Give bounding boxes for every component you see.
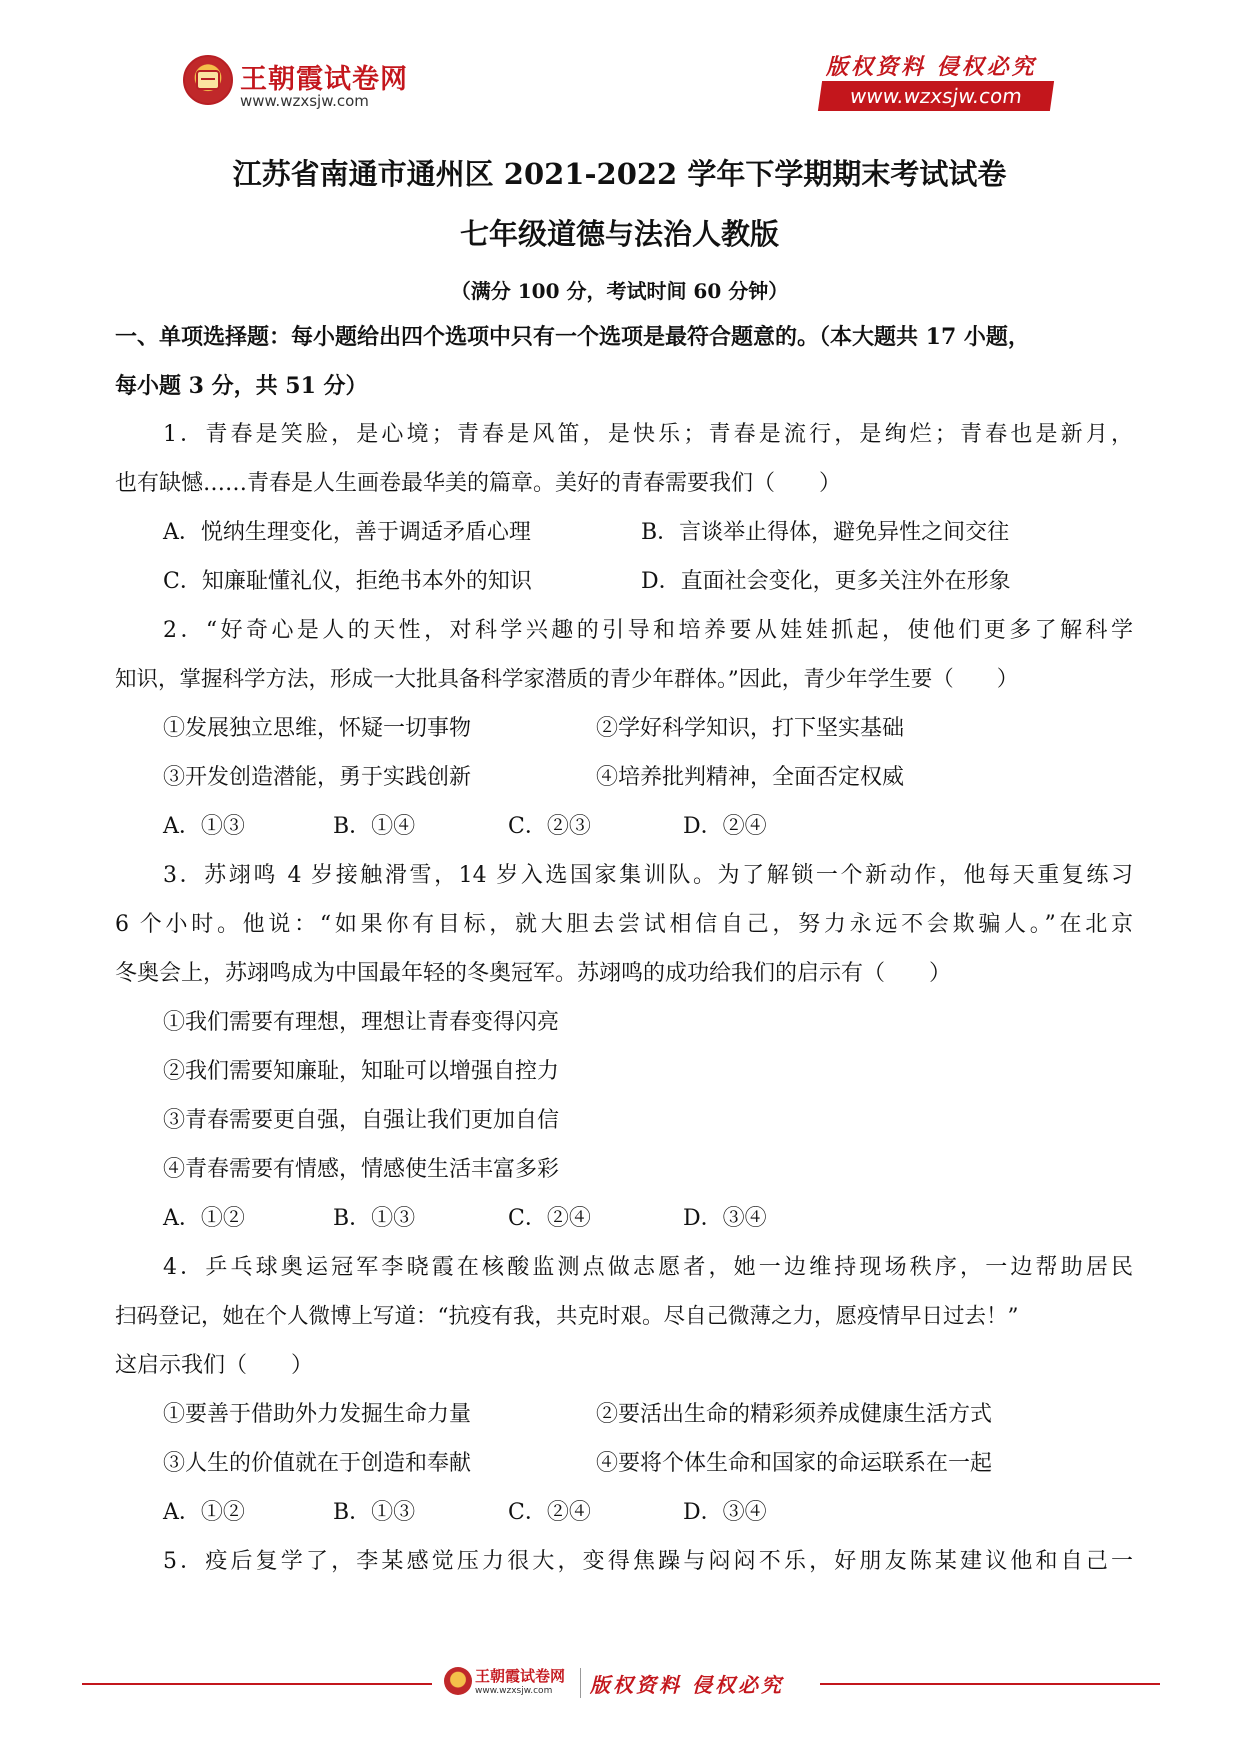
question-2-stem-cont: 知识，掌握科学方法，形成一大批具备科学家潜质的青少年群体。”因此，青少年学生要（ ） [115, 667, 1019, 692]
question-3-option-b: B．①③ [333, 1206, 416, 1231]
question-1-stem-cont: 也有缺憾……青春是人生画卷最华美的篇章。美好的青春需要我们（ ） [115, 471, 842, 496]
question-4-statement-4: ④要将个体生命和国家的命运联系在一起 [596, 1451, 993, 1476]
exam-title: 江苏省南通市通州区 2021-2022 学年下学期期末考试试卷 [232, 157, 1007, 191]
question-2-statement-4: ④培养批判精神，全面否定权威 [596, 765, 905, 790]
footer-divider [580, 1668, 581, 1698]
question-4-stem-cont: 扫码登记，她在个人微博上写道：“抗疫有我，共克时艰。尽自己微薄之力，愿疫情早日过去！” [115, 1304, 1019, 1329]
question-2-option-a: A．①③ [163, 814, 245, 839]
question-1-option-b: B．言谈举止得体，避免异性之间交往 [641, 520, 1010, 545]
footer-logo-icon [444, 1667, 472, 1695]
section-heading-cont: 每小题 3 分，共 51 分） [115, 373, 368, 399]
question-3-option-c: C．②④ [508, 1206, 591, 1231]
question-4-statement-3: ③人生的价值就在于创造和奉献 [163, 1451, 472, 1476]
question-2-statement-3: ③开发创造潜能，勇于实践创新 [163, 765, 472, 790]
question-3-stem-cont-2: 冬奥会上，苏翊鸣成为中国最年轻的冬奥冠军。苏翊鸣的成功给我们的启示有（ ） [115, 961, 952, 986]
question-4-option-d: D．③④ [683, 1500, 767, 1525]
question-4-stem-cont-2: 这启示我们（ ） [115, 1353, 314, 1378]
question-3-statement-1: ①我们需要有理想，理想让青春变得闪亮 [163, 1010, 560, 1035]
question-3-stem-cont: 6 个小时。他说：“如果你有目标，就大胆去尝试相信自己，努力永远不会欺骗人。”在北京 [115, 912, 1133, 937]
question-1-stem: 1．青春是笑脸，是心境；青春是风笛，是快乐；青春是流行，是绚烂；青春也是新月， [163, 422, 1133, 447]
question-2-stem: 2．“好奇心是人的天性，对科学兴趣的引导和培养要从娃娃抓起，使他们更多了解科学 [163, 618, 1133, 643]
question-3-statement-4: ④青春需要有情感，情感使生活丰富多彩 [163, 1157, 560, 1182]
question-4-statement-2: ②要活出生命的精彩须养成健康生活方式 [596, 1402, 993, 1427]
question-2-statement-2: ②学好科学知识，打下坚实基础 [596, 716, 905, 741]
footer-rule-left [82, 1683, 432, 1685]
question-3-stem: 3．苏翊鸣 4 岁接触滑雪，14 岁入选国家集训队。为了解锁一个新动作，他每天重复练习 [163, 863, 1133, 888]
question-3-option-d: D．③④ [683, 1206, 767, 1231]
question-3-statement-3: ③青春需要更自强，自强让我们更加自信 [163, 1108, 560, 1133]
logo-url: www.wzxsjw.com [240, 92, 369, 110]
section-heading: 一、单项选择题：每小题给出四个选项中只有一个选项是最符合题意的。（本大题共 17 小题， [115, 324, 1030, 350]
question-4-option-a: A．①② [163, 1500, 245, 1525]
footer-slogan: 版权资料 侵权必究 [590, 1673, 784, 1697]
question-5-stem: 5．疫后复学了，李某感觉压力很大，变得焦躁与闷闷不乐，好朋友陈某建议他和自己一 [163, 1549, 1133, 1574]
question-1-option-c: C．知廉耻懂礼仪，拒绝书本外的知识 [163, 569, 532, 594]
footer-logo-url: www.wzxsjw.com [475, 1686, 553, 1696]
question-2-option-d: D．②④ [683, 814, 767, 839]
question-2-option-b: B．①④ [333, 814, 416, 839]
exam-subtitle: 七年级道德与法治人教版 [459, 217, 779, 251]
question-3-option-a: A．①② [163, 1206, 245, 1231]
header-url-banner[interactable]: www.wzxsjw.com [818, 81, 1054, 111]
question-2-option-c: C．②③ [508, 814, 591, 839]
footer-rule-right [820, 1683, 1160, 1685]
exam-info: （满分 100 分，考试时间 60 分钟） [450, 279, 789, 303]
logo-seal-icon [183, 55, 233, 105]
footer-logo-name: 王朝霞试卷网 [475, 1667, 566, 1685]
question-4-statement-1: ①要善于借助外力发掘生命力量 [163, 1402, 472, 1427]
question-1-option-d: D．直面社会变化，更多关注外在形象 [641, 569, 1011, 594]
question-4-option-b: B．①③ [333, 1500, 416, 1525]
question-4-option-c: C．②④ [508, 1500, 591, 1525]
question-2-statement-1: ①发展独立思维，怀疑一切事物 [163, 716, 472, 741]
question-1-option-a: A．悦纳生理变化，善于调适矛盾心理 [163, 520, 531, 545]
question-4-stem: 4．乒乓球奥运冠军李晓霞在核酸监测点做志愿者，她一边维持现场秩序，一边帮助居民 [163, 1255, 1133, 1280]
logo-name: 王朝霞试卷网 [240, 64, 408, 95]
question-3-statement-2: ②我们需要知廉耻，知耻可以增强自控力 [163, 1059, 560, 1084]
header-slogan: 版权资料 侵权必究 [826, 54, 1037, 80]
